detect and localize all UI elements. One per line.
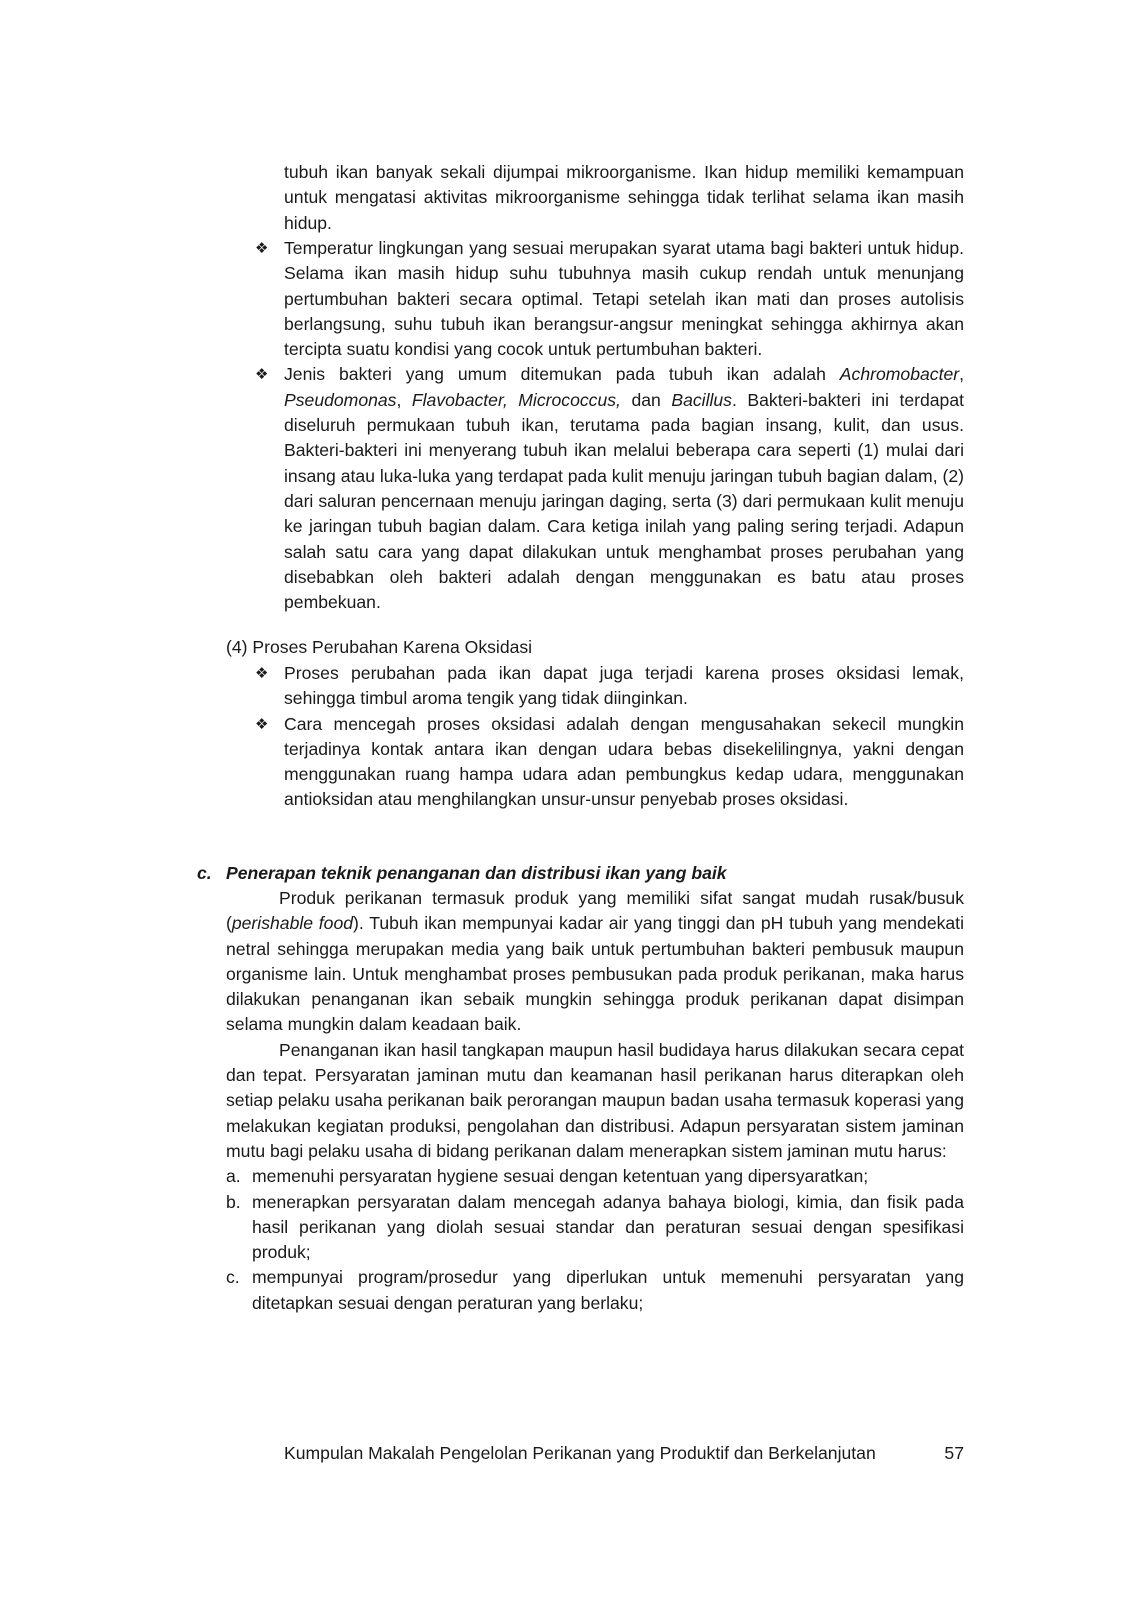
section-c-body xyxy=(226,886,964,1316)
diamond-bullet-icon: ❖ xyxy=(255,665,269,682)
genus-name: Flavobacter, xyxy=(411,389,508,410)
paragraph: Produk perikanan termasuk produk yang memiliki sifat sangat mudah rusak/busuk (perishable food). Tubuh ikan mempunyai kadar air yang tinggi dan pH tubuh yang mendekati netral sehingga merupakan media yang baik untuk pertumbuhan bakteri pembusuk maupun organisme lain. Untuk menghambat proses pembusukan pada produk perikanan, maka harus dilakukan penanganan ikan sebaik mungkin sehingga produk perikanan dapat disimpan selama mungkin dalam keadaan baik. xyxy=(226,888,964,1035)
bullet-text: Jenis bakteri yang umum ditemukan pada tubuh ikan adalah Achromobacter, Pseudomonas, Flavobacter, Micrococcus, dan Bacillus. Bakteri-bakteri ini terdapat diseluruh permukaan tubuh ikan, terutama pada bagian insang, kulit, dan usus. Bakteri-bakteri ini menyerang tubuh ikan melalui beberapa cara seperti (1) mulai dari insang atau luka-luka yang terdapat pada kulit menuju jaringan tubuh bagian dalam, (2) dari saluran pencernaan menuju jaringan daging, serta (3) dari permukaan kulit menuju ke jaringan tubuh bagian dalam. Cara ketiga inilah yang paling sering terjadi. Adapun salah satu cara yang dapat dilakukan untuk menghambat proses perubahan yang disebabkan oleh bakteri adalah dengan menggunakan es batu atau proses pembekuan. xyxy=(284,364,965,613)
footer-title: Kumpulan Makalah Pengelolan Perikanan yang Produktif dan Berkelanjutan xyxy=(284,1443,876,1463)
oxidation-heading: (4) Proses Perubahan Karena Oksidasi xyxy=(226,637,533,657)
bullet-text: Temperatur lingkungan yang sesuai merupakan syarat utama bagi bakteri untuk hidup. Selama ikan masih hidup suhu tubuhnya masih cukup rendah untuk menunjang pertumbuhan bakteri secara optimal. Tetapi setelah ikan mati dan proses autolisis berlangsung, suhu tubuh ikan berangsur-angsur meningkat sehingga akhirnya akan tercipta suatu kondisi yang cocok untuk pertumbuhan bakteri. xyxy=(284,238,964,360)
section-c-heading xyxy=(197,861,964,886)
intro-text: tubuh ikan banyak sekali dijumpai mikroorganisme. Ikan hidup memiliki kemampuan untuk mengatasi aktivitas mikroorganisme sehingga tidak terlihat selama ikan masih hidup. xyxy=(284,162,964,233)
page-number: 57 xyxy=(944,1443,964,1463)
bullet-item xyxy=(255,661,964,712)
bullet-item xyxy=(255,236,964,362)
section-title: Penerapan teknik penanganan dan distribusi ikan yang baik xyxy=(226,863,727,883)
page-footer xyxy=(284,1441,964,1466)
genus-name: Micrococcus, xyxy=(518,389,621,410)
list-item: c. mempunyai program/prosedur yang diperlukan untuk memenuhi persyaratan yang ditetapkan sesuai dengan peraturan yang berlaku; xyxy=(226,1267,964,1313)
diamond-bullet-icon: ❖ xyxy=(255,240,269,257)
section-marker: c. xyxy=(197,863,212,883)
diamond-bullet-icon: ❖ xyxy=(255,366,269,384)
bullet-item xyxy=(255,712,964,813)
intro-continuation xyxy=(284,160,964,236)
bullet-text: Proses perubahan pada ikan dapat juga terjadi karena proses oksidasi lemak, sehingga timbul aroma tengik yang tidak diinginkan. xyxy=(284,663,964,709)
list-item: a. memenuhi persyaratan hygiene sesuai dengan ketentuan yang dipersyaratkan; xyxy=(226,1166,869,1187)
paragraph: Penanganan ikan hasil tangkapan maupun hasil budidaya harus dilakukan secara cepat dan tepat. Persyaratan jaminan mutu dan keamanan hasil perikanan harus diterapkan oleh setiap pelaku usaha perikanan baik perorangan maupun badan usaha termasuk koperasi yang melakukan kegiatan produksi, pengolahan dan distribusi. Adapun persyaratan sistem jaminan mutu bagi pelaku usaha di bidang perikanan dalam menerapkan sistem jaminan mutu harus: xyxy=(226,1039,964,1161)
bacteria-bullet-list xyxy=(255,236,964,615)
list-item: b. menerapkan persyaratan dalam mencegah adanya bahaya biologi, kimia, dan fisik pada hasil perikanan yang diolah sesuai standar dan peraturan sesuai dengan spesifikasi produk; xyxy=(226,1191,964,1263)
bullet-text: Cara mencegah proses oksidasi adalah dengan mengusahakan sekecil mungkin terjadinya kontak antara ikan dengan udara bebas disekelilingnya, yakni dengan menggunakan ruang hampa udara adan pembungkus kedap udara, menggunakan antioksidan atau menghilangkan unsur-unsur penyebab proses oksidasi. xyxy=(284,713,964,810)
genus-name: Pseudomonas xyxy=(284,389,397,410)
genus-name: Achromobacter xyxy=(839,364,960,385)
diamond-bullet-icon: ❖ xyxy=(255,715,269,733)
bullet-item xyxy=(255,362,964,615)
oxidation-bullet-list xyxy=(255,661,964,813)
genus-name: Bacillus xyxy=(671,389,732,410)
